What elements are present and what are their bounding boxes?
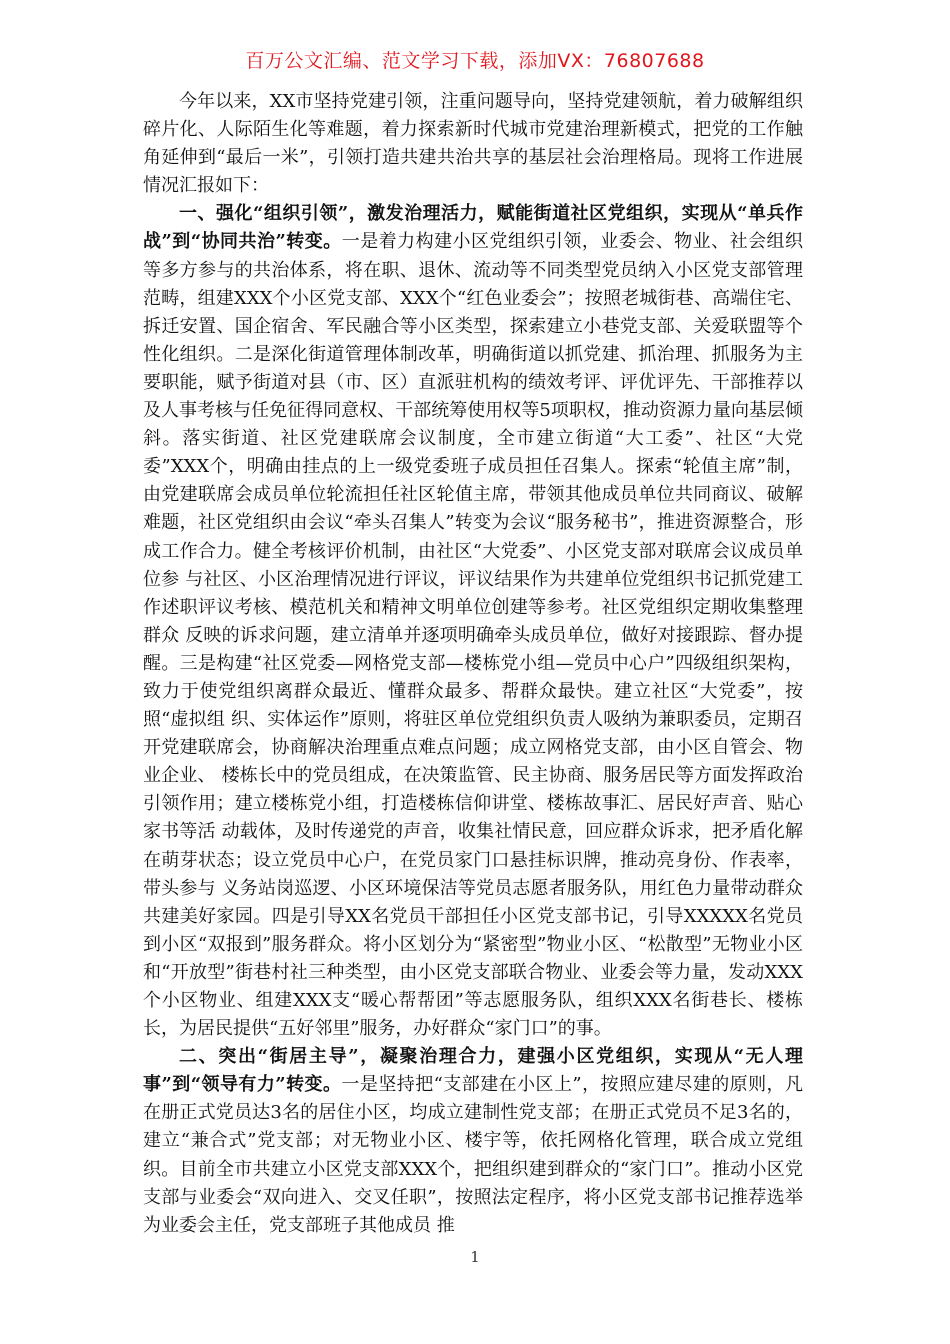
intro-paragraph: 今年以来，XX市坚持党建引领，注重问题导向，坚持党建领航，着力破解组织碎片化、人际陌生化等难题，着力探索新时代城市党建治理新模式，把党的工作触角延伸到“最后一米”，引领打造共建共治共享的基层社会治理格局。现将工作进展情况汇报如下：	[143, 91, 803, 197]
download-banner: 百万公文汇编、范文学习下载，添加VX：76807688	[245, 50, 705, 72]
document-body	[143, 88, 803, 1240]
section-2-body: 一是坚持把“支部建在小区上”，按照应建尽建的原则，凡在册正式党员达3名的居住小区，均成立建制性党支部；在册正式党员不足3名的，建立“兼合式”党支部；对无物业小区、楼宇等，依托网格化管理，联合成立党组织。目前全市共建立小区党支部XXX个，把组织建到群众的“家门口”。推动小区党支部与业委会“双向进入、交叉任职”，按照法定程序，将小区党支部书记推荐选举为业委会主任，党支部班子其他成员 推	[143, 1074, 803, 1236]
page-number: 1	[470, 1248, 480, 1266]
section-1-body: 一是着力构建小区党组织引领，业委会、物业、社会组织等多方参与的共治体系，将在职、退休、流动等不同类型党员纳入小区党支部管理范畴，组建XXX个小区党支部、XXX个“红色业委会”；按照老城街巷、高端住宅、拆迁安置、国企宿舍、军民融合等小区类型，探索建立小巷党支部、关爱联盟等个性化组织。二是深化街道管理体制改革，明确街道以抓党建、抓治理、抓服务为主要职能，赋予街道对县（市、区）直派驻机构的绩效考评、评优评先、干部推荐以及人事考核与任免征得同意权、干部统筹使用权等5项职权，推动资源力量向基层倾斜。落实街道、社区党建联席会议制度，全市建立街道“大工委”、社区“大党委”XXX个，明确由挂点的上一级党委班子成员担任召集人。探索“轮值主席”制，由党建联席会成员单位轮流担任社区轮值主席，带领其他成员单位共同商议、破解难题，社区党组织由会议“牵头召集人”转变为会议“服务秘书”，推进资源整合，形成工作合力。健全考核评价机制，由社区“大党委”、小区党支部对联席会议成员单位参 与社区、小区治理情况进行评议，评议结果作为共建单位党组织书记抓党建工作述职评议考核、模范机关和精神文明单位创建等参考。社区党组织定期收集整理群众 反映的诉求问题，建立清单并逐项明确牵头成员单位，做好对接跟踪、督办提醒。三是构建“社区党委—网格党支部—楼栋党小组—党员中心户”四级组织架构，致力于使党组织离群众最近、懂群众最多、帮群众最快。建立社区“大党委”，按照“虚拟组 织、实体运作”原则，将驻区单位党组织负责人吸纳为兼职委员，定期召开党建联席会，协商解决治理重点难点问题；成立网格党支部，由小区自管会、物业企业、 楼栋长中的党员组成，在决策监管、民主协商、服务居民等方面发挥政治引领作用；建立楼栋党小组，打造楼栋信仰讲堂、楼栋故事汇、居民好声音、贴心家书等活 动载体，及时传递党的声音，收集社情民意，回应群众诉求，把矛盾化解在萌芽状态；设立党员中心户，在党员家门口悬挂标识牌，推动亮身份、作表率，带头参与 义务站岗巡逻、小区环境保洁等党员志愿者服务队，用红色力量带动群众共建美好家园。四是引导XX名党员干部担任小区党支部书记，引导XXXXX名党员到小区“双报到”服务群众。将小区划分为“紧密型”物业小区、“松散型”无物业小区和“开放型”街巷村社三种类型，由小区党支部联合物业、业委会等力量，发动XXX个小区物业、组建XXX支“暖心帮帮团”等志愿服务队，组织XXX名街巷长、楼栋长，为居民提供“五好邻里”服务，办好群众“家门口”的事。	[143, 231, 804, 1040]
section-1-heading: 一、强化“组织引领”，激发治理活力，赋能街道社区党组织，实现从“单兵作战”到“协同共治”转变。	[143, 203, 803, 253]
section-1-paragraph	[143, 200, 803, 1043]
section-2-paragraph	[143, 1043, 803, 1240]
section-2-heading: 二、突出“街居主导”，凝聚治理合力，建强小区党组织，实现从“无人理事”到“领导有力”转变。	[143, 1046, 803, 1096]
